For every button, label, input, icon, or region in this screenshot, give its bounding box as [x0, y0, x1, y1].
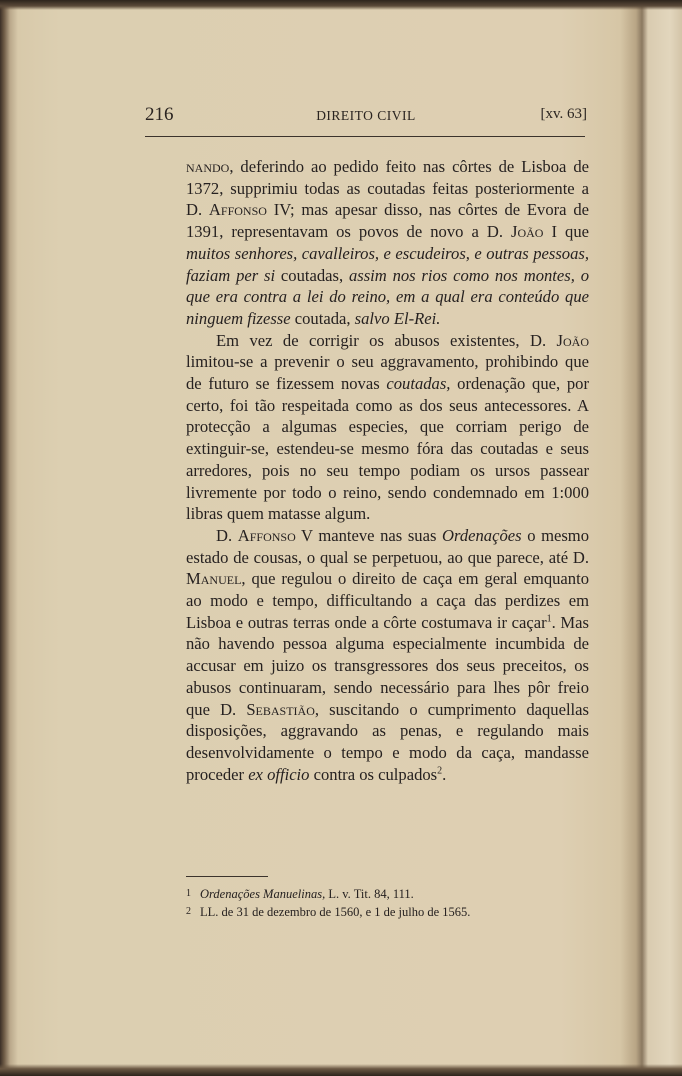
paragraph-1	[186, 156, 589, 330]
page-bottom-shadow	[0, 1064, 682, 1076]
italic-quote: muitos senhores, cavalleiros, e escudeiros, e outras pessoas, faziam per si	[186, 243, 589, 285]
footnote-mark: 1	[186, 888, 191, 899]
text-run: D.	[216, 525, 238, 545]
footnote-1	[186, 885, 589, 903]
text-run: o mesmo estado de cousas, o qual se perpetuou, ao que parece, até D.	[186, 525, 590, 567]
text-run: ordenação que, por certo, foi tão respeitada como as dos seus antecessores. A protecção a algumas especies, que corriam perigo de extinguir-se, estendeu-se mesmo fóra das coutadas e seus arredores, pois no seu tempo podiam os ursos passear livremente por todo o reino, sendo condemnado em 1:000 libras quem matasse algum.	[186, 374, 589, 524]
italic-term: ex officio	[248, 764, 310, 784]
section-reference: [xv. 63]	[540, 106, 587, 122]
footnote-ref-1[interactable]: 1	[546, 613, 552, 625]
italic-quote: salvo El-Rei.	[354, 308, 441, 328]
running-title: DIREITO CIVIL	[316, 108, 416, 123]
text-run: coutadas,	[275, 265, 349, 285]
small-caps-text: nando	[186, 157, 230, 176]
footnote-ref-2[interactable]: 2	[437, 765, 443, 777]
footnote-text: L. v. Tit. 84, 111.	[325, 887, 414, 901]
running-header	[145, 104, 587, 134]
footnote-2	[186, 903, 589, 921]
paragraph-3	[186, 525, 589, 785]
text-run: , que regulou o direito de caça em geral emquanto ao modo e tempo, difficultando a caça das perdizes em Lisboa e outras terras onde a côrte costumava ir caçar	[186, 569, 589, 632]
header-rule	[145, 136, 585, 137]
text-run: , deferindo ao pedido feito nas côrtes de Lisboa de 1372, supprimiu todas as coutadas feitas posteriormente a D.	[186, 157, 589, 220]
text-run: . Mas não havendo pessoa alguma especialmente incumbida de accusar em juizo os transgressores dos seus preceitos, os abusos continuaram, sendo necessário para lhes pôr freio que D.	[186, 612, 589, 719]
text-run: I que	[543, 222, 589, 242]
small-caps-text: João	[511, 222, 544, 242]
text-run: IV; mas apesar disso, nas côrtes de Evora de 1391, representavam os povos de novo a D.	[186, 200, 589, 242]
footnote-mark: 2	[186, 906, 191, 917]
small-caps-text: Sebastião	[246, 699, 315, 719]
footnote-rule	[186, 876, 268, 877]
paragraph-2	[186, 330, 589, 525]
italic-quote: assim nos rios como nos montes, o que era contra a lei do reino, em a qual era conteúdo que ninguem fizesse	[186, 265, 589, 328]
italic-term: Ordenações	[442, 525, 522, 545]
text-run: Em vez de corrigir os abusos existentes, D.	[216, 330, 557, 350]
text-run: limitou-se a prevenir o seu aggravamento, prohibindo que de futuro se fizessem novas	[186, 352, 589, 394]
italic-term: coutadas,	[386, 374, 451, 394]
small-caps-text: Affonso	[208, 200, 267, 220]
footnote-italic: Ordenações Manuelinas,	[200, 887, 326, 901]
small-caps-text: Affonso	[237, 525, 296, 545]
text-run: .	[442, 764, 447, 784]
text-run: V manteve nas suas	[295, 525, 443, 545]
text-run: coutada,	[290, 308, 355, 328]
page-number: 216	[145, 104, 174, 125]
small-caps-text: Manuel	[186, 569, 242, 589]
footnote-text: LL. de 31 de dezembro de 1560, e 1 de julho de 1565.	[200, 905, 471, 919]
page-top-shadow	[0, 0, 682, 10]
small-caps-text: João	[556, 330, 589, 350]
body-text	[186, 156, 589, 785]
text-run: contra os culpados	[309, 764, 438, 784]
text-run: , suscitando o cumprimento daquellas disposições, aggravando as penas, e regulando mais desenvolvidamente o tempo e modo da caça, mandasse proceder	[186, 699, 589, 784]
